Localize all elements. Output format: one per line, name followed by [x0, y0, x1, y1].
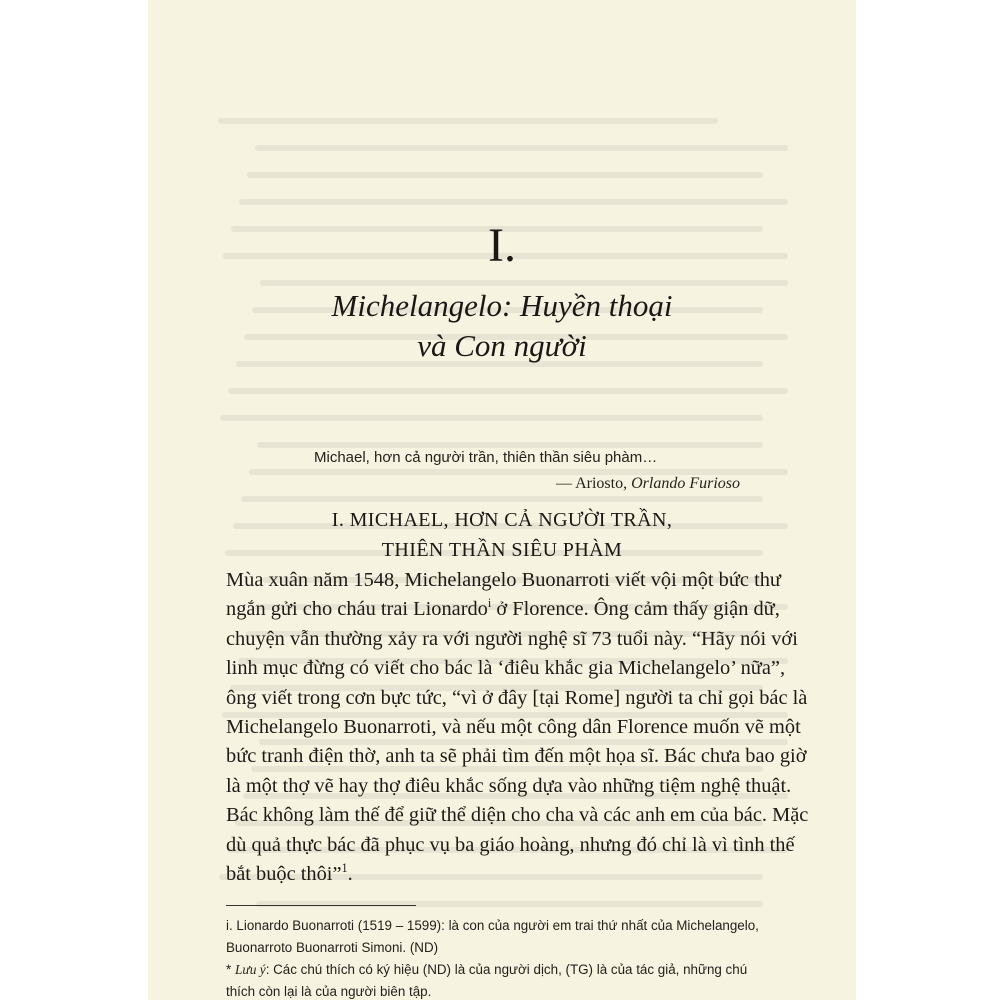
chapter-title-line-2: và Con người	[417, 328, 587, 363]
body-line: bắt buộc thôi”$^1$.	[226, 861, 353, 886]
epigraph-author: — Ariosto,	[555, 475, 632, 492]
epigraph-work-title: Orlando Furioso	[631, 475, 740, 492]
body-line: linh mục đừng có viết cho bác là ‘điêu khắc gia Michelangelo’ nữa”,	[226, 657, 786, 680]
section-heading-line-1: I. MICHAEL, HƠN CẢ NGƯỜI TRẦN,	[331, 509, 673, 531]
footnotes	[226, 915, 786, 1000]
body-line: ông viết trong cơn bực tức, “vì ở đây [tại Rome] người ta chỉ gọi bác là	[226, 686, 808, 709]
footnote-i-line-2: Buonarroto Buonarroti Simoni. (ND)	[226, 940, 439, 955]
footnote-i-line-1: i. Lionardo Buonarroti (1519 – 1599): là con của người em trai thứ nhất của Michelangelo,	[226, 918, 759, 933]
body-line: là một thợ vẽ hay thợ điêu khắc sống dựa vào những tiệm nghệ thuật.	[226, 774, 792, 797]
body-line: bức tranh điện thờ, anh ta sẽ phải tìm đến một họa sĩ. Bác chưa bao giờ	[226, 745, 807, 768]
page-content	[148, 0, 856, 1000]
section-heading	[148, 505, 856, 565]
body-line: ngắn gửi cho cháu trai Lionardo$^i$ ở Florence. Ông cảm thấy giận dữ,	[226, 596, 780, 621]
body-line: dù quả thực bác đã phục vụ ba giáo hoàng, nhưng đó chỉ là vì tình thế	[226, 833, 795, 856]
body-paragraph	[226, 566, 809, 889]
body-line: chuyện vẫn thường xảy ra với người nghệ sĩ 73 tuổi này. “Hãy nói với	[226, 627, 798, 650]
chapter-title-line-1: Michelangelo: Huyền thoại	[331, 288, 673, 323]
book-page	[148, 0, 856, 1000]
section-heading-line-2: THIÊN THẦN SIÊU PHÀM	[381, 539, 623, 561]
body-line: Michelangelo Buonarroti, và nếu một công dân Florence muốn vẽ một	[226, 716, 801, 739]
footnote-note-line-2: thích còn lại là của người biên tập.	[226, 984, 432, 999]
footnote-note-line-1: * Lưu ý: Các chú thích có ký hiệu (ND) là của người dịch, (TG) là của tác giả, những chú	[226, 962, 748, 977]
footnote-divider	[226, 905, 416, 906]
footnote-ref-1[interactable]: 1	[341, 861, 348, 876]
body-line: Mùa xuân năm 1548, Michelangelo Buonarroti viết vội một bức thư	[226, 569, 781, 591]
epigraph-attribution	[556, 474, 740, 494]
footnote-ref-i[interactable]: i	[487, 596, 492, 611]
body-line: Bác không làm thế để giữ thể diện cho cha và các anh em của bác. Mặc	[226, 804, 809, 827]
footnote-note-label: Lưu ý	[234, 962, 266, 977]
epigraph-quote: Michael, hơn cả người trần, thiên thần siêu phàm…	[314, 449, 658, 466]
chapter-numeral: I.	[488, 219, 516, 272]
chapter-title	[148, 286, 856, 366]
